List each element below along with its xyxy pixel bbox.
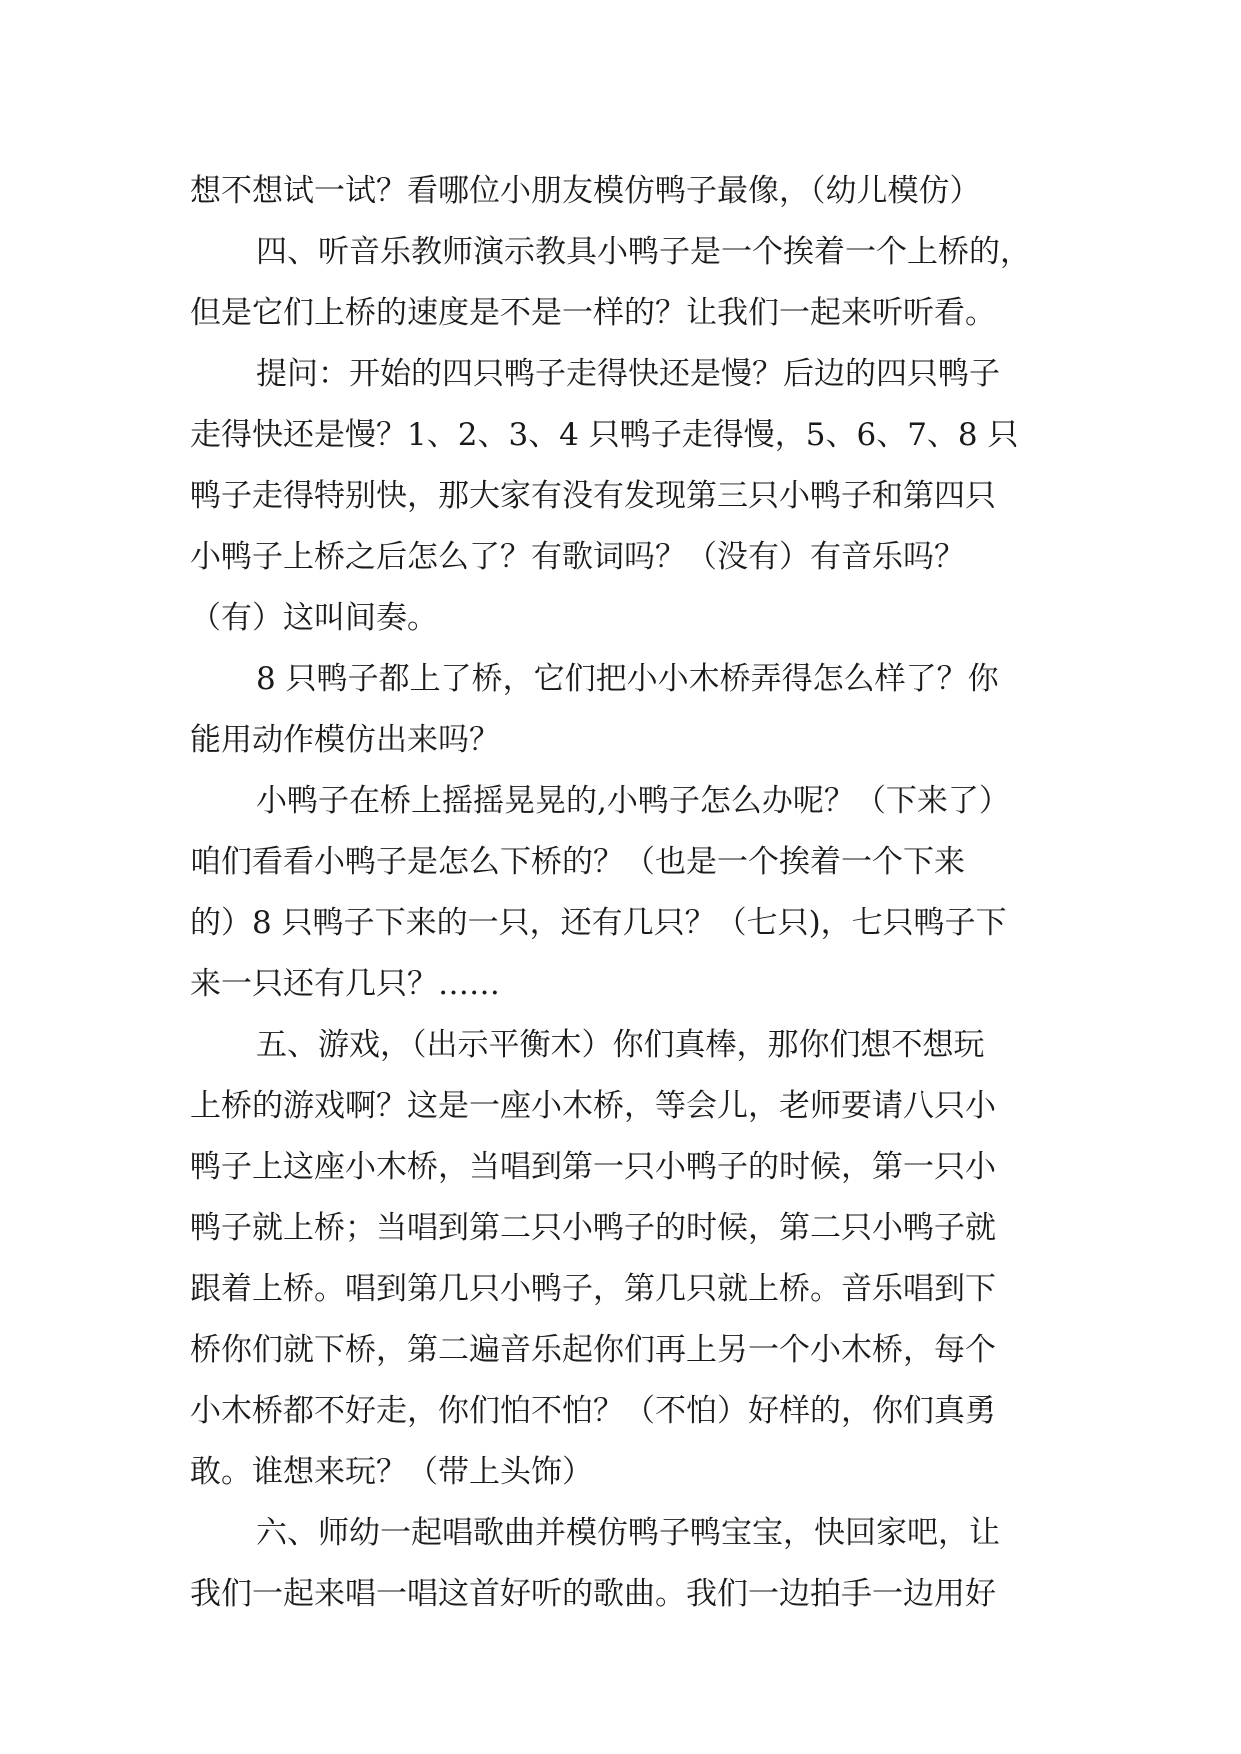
text-line: 但是它们上桥的速度是不是一样的？让我们一起来听听看。 [190, 295, 996, 331]
text-line: 跟着上桥。唱到第几只小鸭子，第几只就上桥。音乐唱到下 [190, 1271, 996, 1307]
text-line: 小鸭子上桥之后怎么了？有歌词吗？（没有）有音乐吗？ [190, 539, 965, 575]
text-line: 想不想试一试？看哪位小朋友模仿鸭子最像，（幼儿模仿） [190, 173, 981, 209]
text-line: 走得快还是慢？1、2、3、4 只鸭子走得慢，5、6、7、8 只 [190, 417, 1019, 453]
text-line: 小木桥都不好走，你们怕不怕？（不怕）好样的，你们真勇 [190, 1393, 996, 1429]
text-line: 鸭子就上桥；当唱到第二只小鸭子的时候，第二只小鸭子就 [190, 1210, 996, 1246]
text-line: 四、听音乐教师演示教具小鸭子是一个挨着一个上桥的， [256, 234, 1031, 270]
text-line: 五、游戏，（出示平衡木）你们真棒，那你们想不想玩 [256, 1027, 985, 1063]
text-line: 上桥的游戏啊？这是一座小木桥，等会儿，老师要请八只小 [190, 1088, 996, 1124]
text-line: 六、师幼一起唱歌曲并模仿鸭子鸭宝宝，快回家吧，让 [256, 1515, 1000, 1551]
text-line: 小鸭子在桥上摇摇晃晃的,小鸭子怎么办呢？（下来了） [256, 783, 1010, 819]
text-line: 咱们看看小鸭子是怎么下桥的？（也是一个挨着一个下来 [190, 844, 965, 880]
text-line: 鸭子上这座小木桥，当唱到第一只小鸭子的时候，第一只小 [190, 1149, 996, 1185]
text-line: 敢。谁想来玩？（带上头饰） [190, 1454, 593, 1490]
text-line: （有）这叫间奏。 [190, 600, 438, 636]
text-line: 桥你们就下桥，第二遍音乐起你们再上另一个小木桥，每个 [190, 1332, 996, 1368]
text-line: 提问：开始的四只鸭子走得快还是慢？后边的四只鸭子 [256, 356, 1000, 392]
text-line: 能用动作模仿出来吗？ [190, 722, 500, 758]
text-line: 鸭子走得特别快，那大家有没有发现第三只小鸭子和第四只 [190, 478, 996, 514]
text-line: 我们一起来唱一唱这首好听的歌曲。我们一边拍手一边用好 [190, 1576, 996, 1612]
text-line: 来一只还有几只？…… [190, 966, 500, 1002]
text-line: 8 只鸭子都上了桥，它们把小小木桥弄得怎么样了？你 [256, 661, 999, 697]
text-line: 的）8 只鸭子下来的一只，还有几只？（七只)，七只鸭子下 [190, 905, 1007, 941]
document-body [190, 161, 1070, 1625]
